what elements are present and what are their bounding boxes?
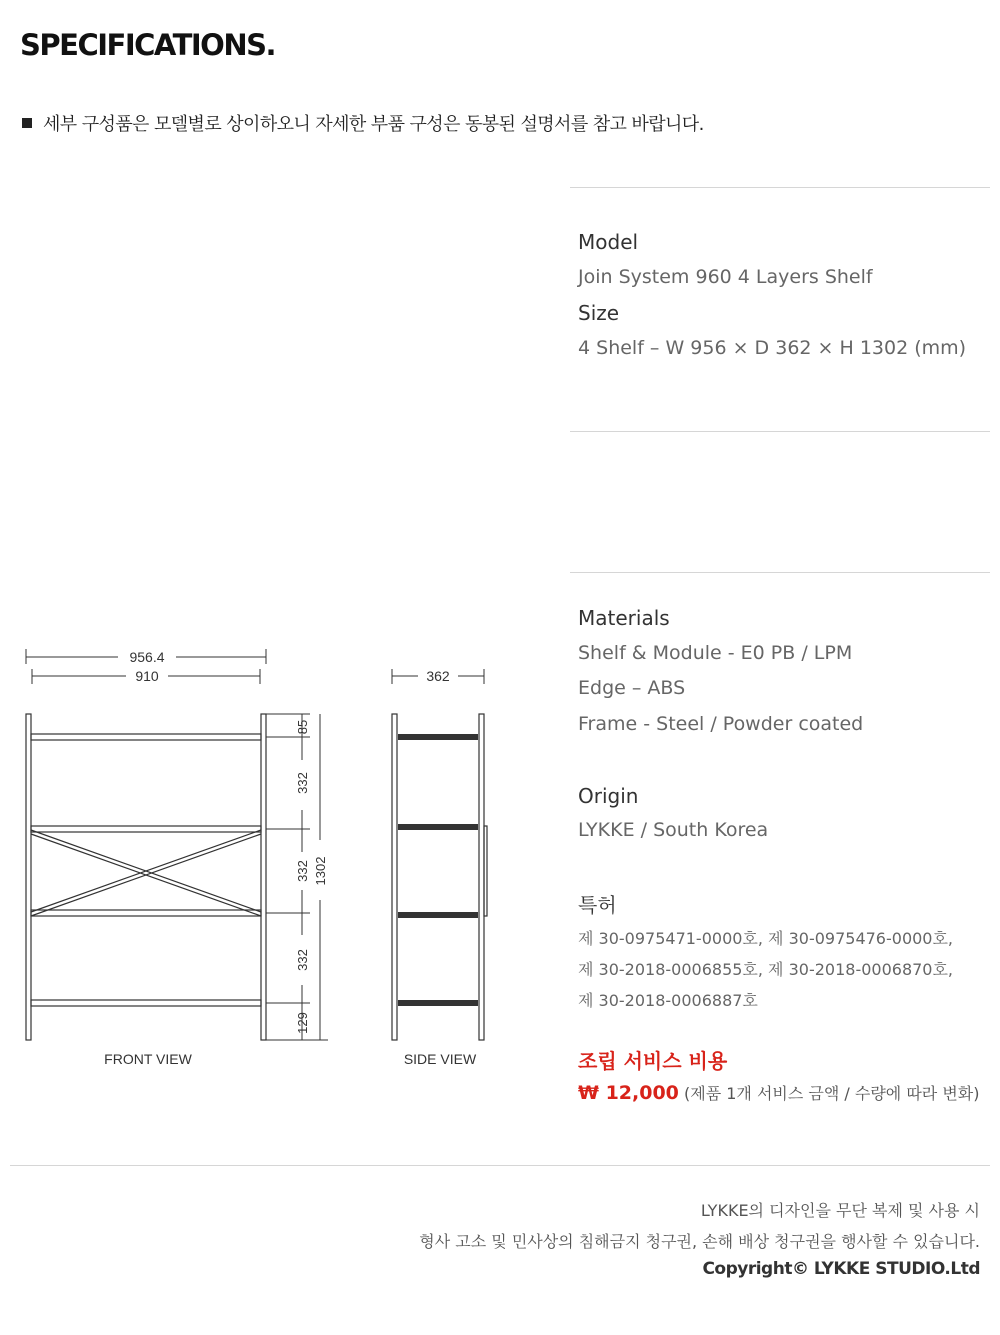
assembly-price-row [578, 1081, 980, 1104]
size-label: Size [578, 301, 620, 325]
size-value: 4 Shelf – W 956 × D 362 × H 1302 (mm) [578, 337, 967, 359]
footer-notice-line: 형사 고소 및 민사상의 침해금지 청구권, 손해 배상 청구권을 행사할 수 있습니다. [419, 1232, 980, 1251]
origin-value: LYKKE / South Korea [578, 819, 769, 841]
front-height-label: 332 [295, 772, 310, 794]
origin-label: Origin [578, 784, 639, 808]
front-width-outer-label: 956.4 [129, 649, 165, 665]
front-height-label: 85 [295, 719, 310, 735]
divider [570, 572, 990, 573]
patent-line: 제 30-0975471-0000호, 제 30-0975476-0000호, [578, 929, 954, 948]
front-height-label: 332 [295, 949, 310, 971]
assembly-label: 조립 서비스 비용 [578, 1049, 728, 1073]
patent-line: 제 30-2018-0006855호, 제 30-2018-0006870호, [578, 960, 954, 979]
copyright: Copyright© LYKKE STUDIO.Ltd [702, 1259, 980, 1279]
front-view-caption: FRONT VIEW [104, 1051, 192, 1067]
footer-divider [10, 1165, 990, 1166]
materials-item: Frame - Steel / Powder coated [578, 713, 864, 735]
assembly-price: ₩ 12,000 [578, 1082, 679, 1104]
side-depth-label: 362 [426, 668, 450, 684]
divider [570, 187, 990, 188]
notice-text: 세부 구성품은 모델별로 상이하오니 자세한 부품 구성은 동봉된 설명서를 참고 바랍니다. [43, 114, 704, 135]
front-width-inner-label: 910 [135, 668, 159, 684]
side-view-caption: SIDE VIEW [403, 1051, 477, 1067]
patent-line: 제 30-2018-0006887호 [578, 991, 758, 1010]
front-height-label: 332 [295, 860, 310, 882]
side-view-shelf [392, 714, 487, 1040]
materials-label: Materials [578, 606, 670, 630]
materials-item: Edge – ABS [578, 677, 686, 699]
divider [570, 431, 990, 432]
page-title: SPECIFICATIONS. [20, 28, 275, 62]
patent-label: 특허 [578, 893, 617, 917]
square-bullet-icon [22, 118, 32, 128]
front-total-height-label: 1302 [313, 856, 328, 886]
materials-item: Shelf & Module - E0 PB / LPM [578, 642, 853, 664]
front-height-label: 129 [295, 1012, 310, 1034]
model-value: Join System 960 4 Layers Shelf [578, 266, 873, 288]
notice [22, 110, 704, 136]
model-label: Model [578, 230, 639, 254]
front-view-shelf [26, 714, 266, 1040]
side-view-shelf-boards [398, 734, 478, 1006]
dimension-drawing [18, 640, 498, 1080]
footer-notice-line: LYKKE의 디자인을 무단 복제 및 사용 시 [700, 1201, 980, 1220]
assembly-note: (제품 1개 서비스 금액 / 수량에 따라 변화) [684, 1084, 980, 1103]
